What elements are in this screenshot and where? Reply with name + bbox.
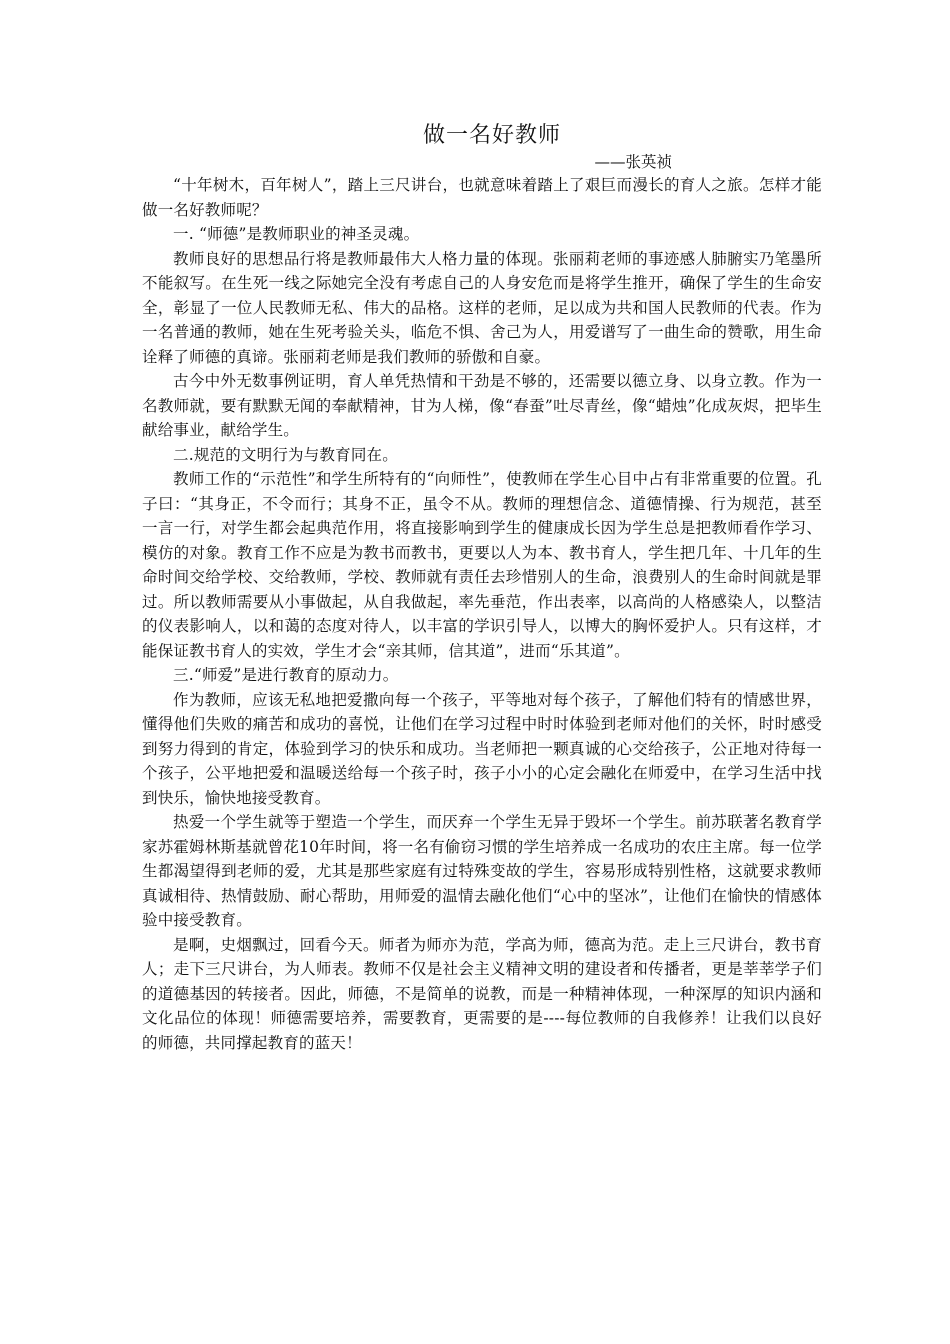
paragraph: 古今中外无数事例证明，育人单凭热情和干劲是不够的，还需要以德立身、以身立教。作为一名教师就，要有默默无闻的奉献精神，甘为人梯，像“春蚕”吐尽青丝，像“蜡烛”化成灰烬，把毕生献给事业，献给学生。 (142, 372, 822, 439)
document-title: 做一名好教师 (422, 123, 561, 148)
page-bottom-spacer (142, 1055, 822, 1065)
section-heading-1: 一. “师德”是教师职业的神圣灵魂。 (173, 225, 420, 243)
paragraph-intro: “十年树木，百年树人”，踏上三尺讲台，也就意味着踏上了艰巨而漫长的育人之旅。怎样才能做一名好教师呢？ (142, 176, 822, 219)
paragraph: 教师工作的“示范性”和学生所特有的“向师性”，使教师在学生心目中占有非常重要的位置。孔子曰：“其身正，不令而行；其身不正，虽令不从。教师的理想信念、道德情操、行为规范，甚至一言一行，对学生都会起典范作用，将直接影响到学生的健康成长因为学生总是把教师看作学习、模仿的对象。教育工作不应是为教书而教书，更要以人为本、教书育人，学生把几年、十几年的生命时间交给学校、交给教师，学校、教师就有责任去珍惜别人的生命，浪费别人的生命时间就是罪过。所以教师需要从小事做起，从自我做起，率先垂范，作出表率，以高尚的人格感染人，以整洁的仪表影响人，以和蔼的态度对待人，以丰富的学识引导人，以博大的胸怀爱护人。只有这样，才能保证教书育人的实效，学生才会“亲其师，信其道”，进而“乐其道”。 (142, 470, 822, 660)
section-heading-2: 二.规范的文明行为与教育同在。 (173, 445, 398, 464)
document-author: ——张英祯 (594, 153, 672, 171)
paragraph: 热爱一个学生就等于塑造一个学生，而厌弃一个学生无异于毁坏一个学生。前苏联著名教育学家苏霍姆林斯基就曾花10年时间，将一名有偷窃习惯的学生培养成一名成功的农庄主席。每一位学生都渴望得到老师的爱，尤其是那些家庭有过特殊变故的学生，容易形成特别性格，这就要求教师真诚相待、热情鼓励、耐心帮助，用师爱的温情去融化他们“心中的坚冰”，让他们在愉快的情感体验中接受教育。 (142, 813, 822, 929)
document-body (142, 121, 822, 1065)
paragraph: 作为教师，应该无私地把爱撒向每一个孩子，平等地对每个孩子，了解他们特有的情感世界，懂得他们失败的痛苦和成功的喜悦，让他们在学习过程中时时体验到老师对他们的关怀，时时感受到努力得到的肯定，体验到学习的快乐和成功。当老师把一颗真诚的心交给孩子，公正地对待每一个孩子，公平地把爱和温暖送给每一个孩子时，孩子小小的心定会融化在师爱中，在学习生活中找到快乐，愉快地接受教育。 (142, 690, 822, 807)
paragraph-conclusion: 是啊，史烟飘过，回看今天。师者为师亦为范，学高为师，德高为范。走上三尺讲台，教书育人；走下三尺讲台，为人师表。教师不仅是社会主义精神文明的建设者和传播者，更是莘莘学子们的道德基因的转接者。因此，师德，不是简单的说教，而是一种精神体现，一种深厚的知识内涵和文化品位的体现！师德需要培养，需要教育，更需要的是----每位教师的自我修养！让我们以良好的师德，共同撑起教育的蓝天！ (142, 935, 822, 1052)
paragraph: 教师良好的思想品行将是教师最伟大人格力量的体现。张丽莉老师的事迹感人肺腑实乃笔墨所不能叙写。在生死一线之际她完全没有考虑自己的人身安危而是将学生推开，确保了学生的生命安全，彰显了一位人民教师无私、伟大的品格。这样的老师，足以成为共和国人民教师的代表。作为一名普通的教师，她在生死考验关头，临危不惧、舍己为人，用爱谱写了一曲生命的赞歌，用生命诠释了师德的真谛。张丽莉老师是我们教师的骄傲和自豪。 (142, 249, 822, 366)
section-heading-3: 三.“师爱”是进行教育的原动力。 (173, 666, 399, 684)
